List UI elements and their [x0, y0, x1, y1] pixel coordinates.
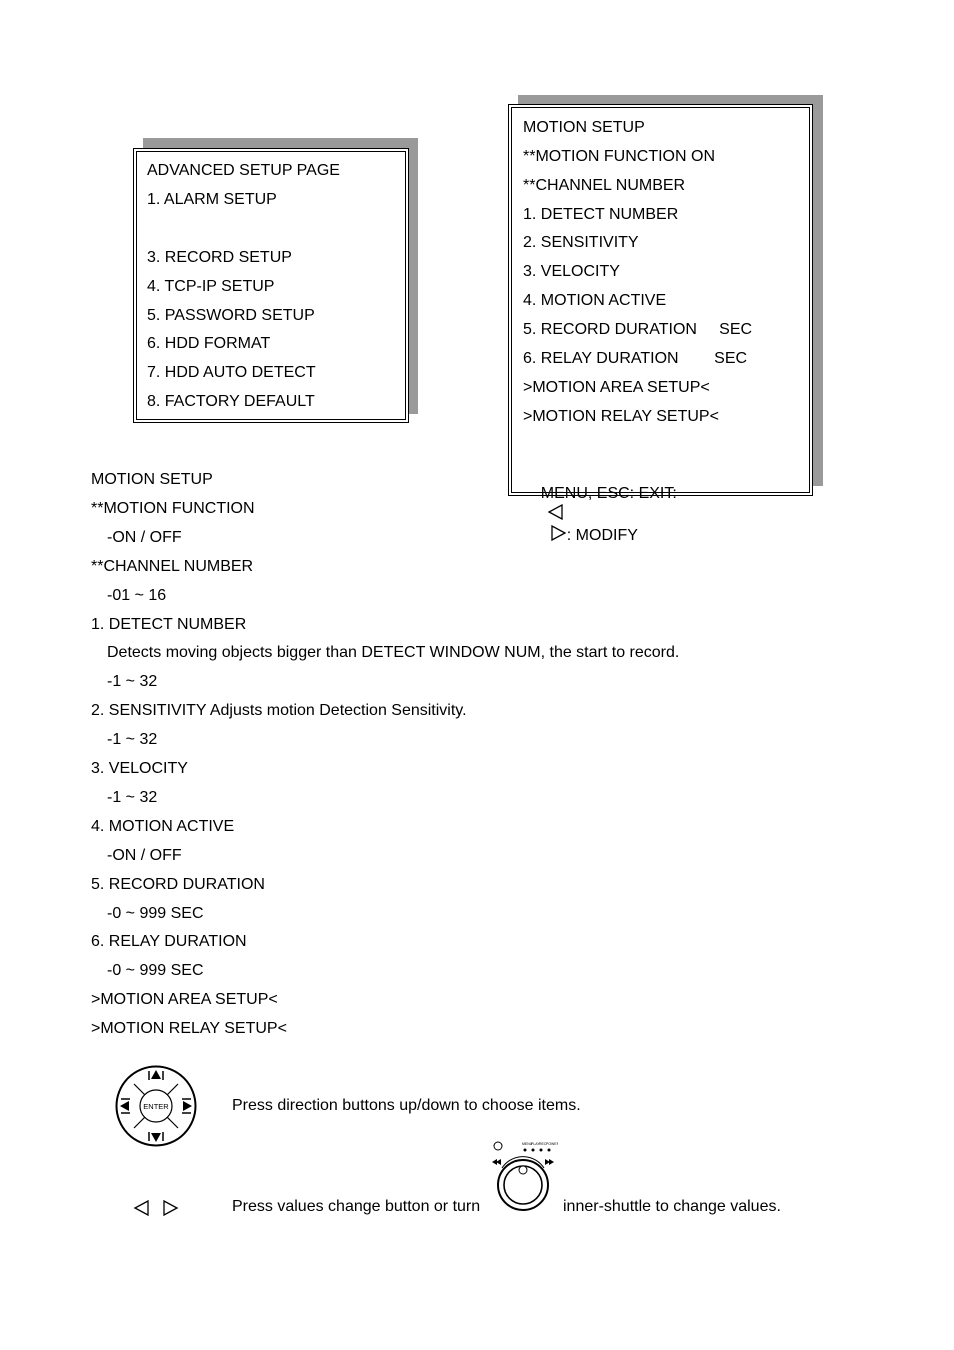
jog-shuttle-icon	[488, 1138, 558, 1218]
value-change-buttons	[132, 1199, 182, 1222]
motion-menu-item-sensitivity[interactable]: 2. SENSITIVITY	[523, 234, 639, 251]
right-triangle-outline-icon	[164, 1201, 177, 1215]
description-line: 2. SENSITIVITY Adjusts motion Detection Sensitivity.	[91, 702, 467, 720]
motion-menu-footer	[523, 464, 677, 566]
description-line: -0 ~ 999 SEC	[107, 962, 204, 980]
description-line: **CHANNEL NUMBER	[91, 557, 254, 575]
value-caption-before: Press values change button or turn	[232, 1198, 481, 1215]
advanced-menu-title: ADVANCED SETUP PAGE	[147, 162, 340, 179]
motion-menu-footer-suffix: : MODIFY	[566, 527, 638, 544]
motion-menu-item-record-duration[interactable]: 5. RECORD DURATION SEC	[523, 321, 753, 338]
description-line: >MOTION AREA SETUP<	[91, 991, 278, 1009]
motion-menu-item-channel[interactable]: **CHANNEL NUMBER	[523, 177, 686, 194]
direction-pad-icon	[114, 1063, 198, 1149]
advanced-menu-item-alarm[interactable]: 1. ALARM SETUP	[147, 191, 277, 208]
description-line: MOTION SETUP	[91, 471, 213, 488]
value-caption-after: inner-shuttle to change values.	[563, 1198, 781, 1215]
description-line: -0 ~ 999 SEC	[107, 904, 204, 922]
motion-setup-menu	[508, 104, 813, 544]
description-line: -1 ~ 32	[107, 673, 158, 691]
description-line: **MOTION FUNCTION	[91, 499, 255, 517]
shuttle-label-play: PLAY	[531, 1142, 540, 1146]
description-line: 1. DETECT NUMBER	[91, 615, 247, 633]
description-line: -1 ~ 32	[107, 788, 158, 806]
advanced-menu-item-factory-default[interactable]: 8. FACTORY DEFAULT	[147, 393, 315, 410]
shuttle-label-menu: MENU	[522, 1142, 533, 1146]
description-line: -ON / OFF	[107, 846, 182, 864]
description-line: -1 ~ 32	[107, 731, 158, 749]
motion-menu-title: MOTION SETUP	[523, 119, 645, 136]
left-triangle-outline-icon	[547, 504, 565, 520]
description-line: Detects moving objects bigger than DETECT WINDOW NUM, the start to record.	[107, 644, 680, 662]
advanced-setup-menu	[133, 148, 409, 423]
motion-menu-item-area-setup[interactable]: >MOTION AREA SETUP<	[523, 379, 710, 396]
motion-menu-item-velocity[interactable]: 3. VELOCITY	[523, 263, 620, 280]
advanced-menu-item-tcpip[interactable]: 4. TCP-IP SETUP	[147, 278, 275, 295]
description-line: >MOTION RELAY SETUP<	[91, 1020, 287, 1038]
motion-menu-item-motion-active[interactable]: 4. MOTION ACTIVE	[523, 292, 667, 309]
description-line: 6. RELAY DURATION	[91, 933, 247, 951]
description-line: -01 ~ 16	[107, 586, 167, 604]
description-line: 4. MOTION ACTIVE	[91, 817, 235, 835]
advanced-menu-item-password[interactable]: 5. PASSWORD SETUP	[147, 307, 315, 324]
motion-menu-footer-prefix: MENU, ESC: EXIT:	[540, 485, 677, 502]
motion-menu-item-relay-setup[interactable]: >MOTION RELAY SETUP<	[523, 408, 719, 425]
enter-label: ENTER	[143, 1102, 169, 1111]
shuttle-label-rec: REC	[539, 1142, 547, 1146]
left-triangle-outline-icon	[135, 1201, 148, 1215]
right-triangle-outline-icon	[549, 525, 567, 541]
advanced-menu-item-hdd-format[interactable]: 6. HDD FORMAT	[147, 335, 271, 352]
description-line: -ON / OFF	[107, 528, 182, 546]
advanced-menu-item-record[interactable]: 3. RECORD SETUP	[147, 249, 292, 266]
description-line: 3. VELOCITY	[91, 760, 188, 777]
advanced-menu-item-hdd-detect[interactable]: 7. HDD AUTO DETECT	[147, 364, 316, 381]
description-line: 5. RECORD DURATION	[91, 875, 265, 893]
direction-caption: Press direction buttons up/down to choose items.	[232, 1097, 581, 1114]
motion-menu-item-detect-number[interactable]: 1. DETECT NUMBER	[523, 206, 679, 223]
motion-menu-item-relay-duration[interactable]: 6. RELAY DURATION SEC	[523, 350, 748, 367]
motion-menu-item-function[interactable]: **MOTION FUNCTION ON	[523, 148, 715, 165]
shuttle-label-power: POWER	[546, 1142, 558, 1146]
